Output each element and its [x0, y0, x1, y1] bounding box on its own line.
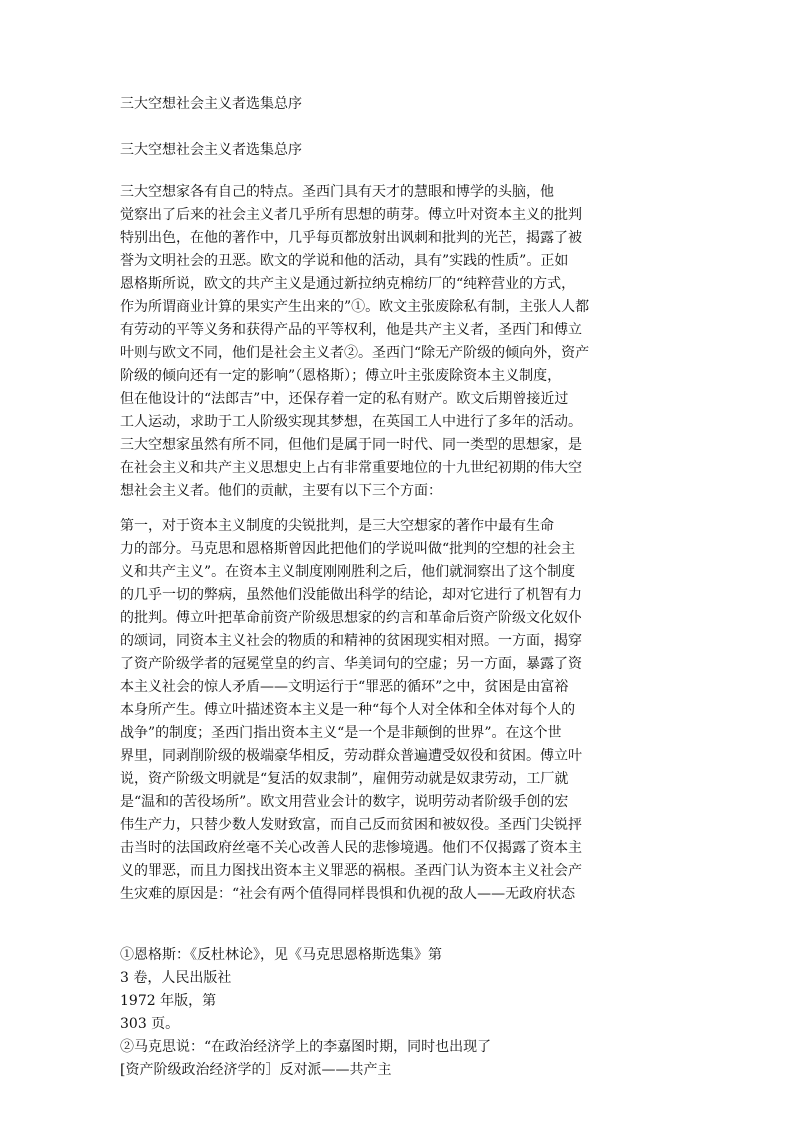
text-line: 生灾难的原因是：“社会有两个值得同样畏惧和仇视的敌人——无政府状态 — [120, 886, 576, 902]
text-line: 界里，同剥削阶级的极端豪华相反，劳动群众普遍遭受奴役和贫困。傅立叶 — [120, 748, 582, 764]
text-line: 了资产阶级学者的冠冕堂皇的约言、华美词句的空虚；另一方面，暴露了资 — [120, 656, 582, 672]
text-line: 义和共产主义”。在资本主义制度刚刚胜利之后，他们就洞察出了这个制度 — [120, 564, 576, 580]
text-line: 三大空想家虽然有所不同，但他们是属于同一时代、同一类型的思想家，是 — [120, 437, 582, 453]
text-line: 恩格斯所说，欧文的共产主义是通过新拉纳克棉纺厂的“纯粹营业的方式， — [120, 276, 576, 292]
document-subtitle: 三大空想社会主义者选集总序 — [120, 142, 302, 158]
text-line: 特别出色，在他的著作中，几乎每页都放射出讽刺和批判的光芒，揭露了被 — [120, 230, 582, 246]
document-title: 三大空想社会主义者选集总序 — [120, 96, 302, 112]
text-line: 阶级的倾向还有一定的影响”（恩格斯）；傅立叶主张废除资本主义制度， — [120, 368, 562, 384]
text-line: 的颂词，同资本主义社会的物质的和精神的贫困现实相对照。一方面，揭穿 — [120, 633, 582, 649]
text-line: 想社会主义者。他们的贡献，主要有以下三个方面： — [120, 483, 442, 499]
text-line: 本主义社会的惊人矛盾——文明运行于“罪恶的循环”之中，贫困是由富裕 — [120, 679, 569, 695]
text-line: 力的部分。马克思和恩格斯曾因此把他们的学说叫做“批判的空想的社会主 — [120, 541, 576, 557]
footnote-line: 1972 年版，第 — [120, 993, 217, 1009]
text-line: 三大空想家各有自己的特点。圣西门具有天才的慧眼和博学的头脑，他 — [120, 184, 554, 200]
text-line: 伟生产力，只替少数人发财致富，而自己反而贫困和被奴役。圣西门尖锐抨 — [120, 817, 582, 833]
footnote-line: 3 卷，人民出版社 — [120, 970, 232, 986]
text-line: 的批判。傅立叶把革命前资产阶级思想家的约言和革命后资产阶级文化奴仆 — [120, 610, 582, 626]
text-line: 觉察出了后来的社会主义者几乎所有思想的萌芽。傅立叶对资本主义的批判 — [120, 207, 582, 223]
text-line: 但在他设计的“法郎吉”中，还保存着一定的私有财产。欧文后期曾接近过 — [120, 391, 569, 407]
text-line: 工人运动，求助于工人阶级实现其梦想，在英国工人中进行了多年的活动。 — [120, 414, 582, 430]
footnote-line: ②马克思说：“在政治经济学上的李嘉图时期，同时也出现了 — [120, 1039, 492, 1055]
text-line: 在社会主义和共产主义思想史上占有非常重要地位的十九世纪初期的伟大空 — [120, 460, 582, 476]
text-line: 击当时的法国政府丝毫不关心改善人民的悲惨境遇。他们不仅揭露了资本主 — [120, 840, 582, 856]
text-line: 战争”的制度；圣西门指出资本主义“是一个是非颠倒的世界”。在这个世 — [120, 725, 562, 741]
footnote-line: [资产阶级政治经济学的］反对派——共产主 — [120, 1062, 392, 1078]
text-line: 的几乎一切的弊病，虽然他们没能做出科学的结论，却对它进行了机智有力 — [120, 587, 582, 603]
text-line: 作为所谓商业计算的果实产生出来的”①。欧文主张废除私有制，主张人人都 — [120, 299, 590, 315]
text-line: 本身所产生。傅立叶描述资本主义是一种“每个人对全体和全体对每个人的 — [120, 702, 576, 718]
text-line: 义的罪恶，而且力图找出资本主义罪恶的祸根。圣西门认为资本主义社会产 — [120, 863, 582, 879]
footnote-line: 303 页。 — [120, 1016, 180, 1032]
text-line: 是“温和的苦役场所”。欧文用营业会计的数字，说明劳动者阶级手创的宏 — [120, 794, 569, 810]
text-line: 说，资产阶级文明就是“复活的奴隶制”，雇佣劳动就是奴隶劳动，工厂就 — [120, 771, 569, 787]
text-line: 有劳动的平等义务和获得产品的平等权利，他是共产主义者，圣西门和傅立 — [120, 322, 582, 338]
text-line: 叶则与欧文不同，他们是社会主义者②。圣西门“除无产阶级的倾向外，资产 — [120, 345, 590, 361]
text-line: 誉为文明社会的丑恶。欧文的学说和他的活动，具有”实践的性质”。正如 — [120, 253, 569, 269]
footnote-line: ①恩格斯：《反杜林论》，见《马克思恩格斯选集》第 — [120, 947, 442, 963]
text-line: 第一，对于资本主义制度的尖锐批判，是三大空想家的著作中最有生命 — [120, 518, 554, 534]
